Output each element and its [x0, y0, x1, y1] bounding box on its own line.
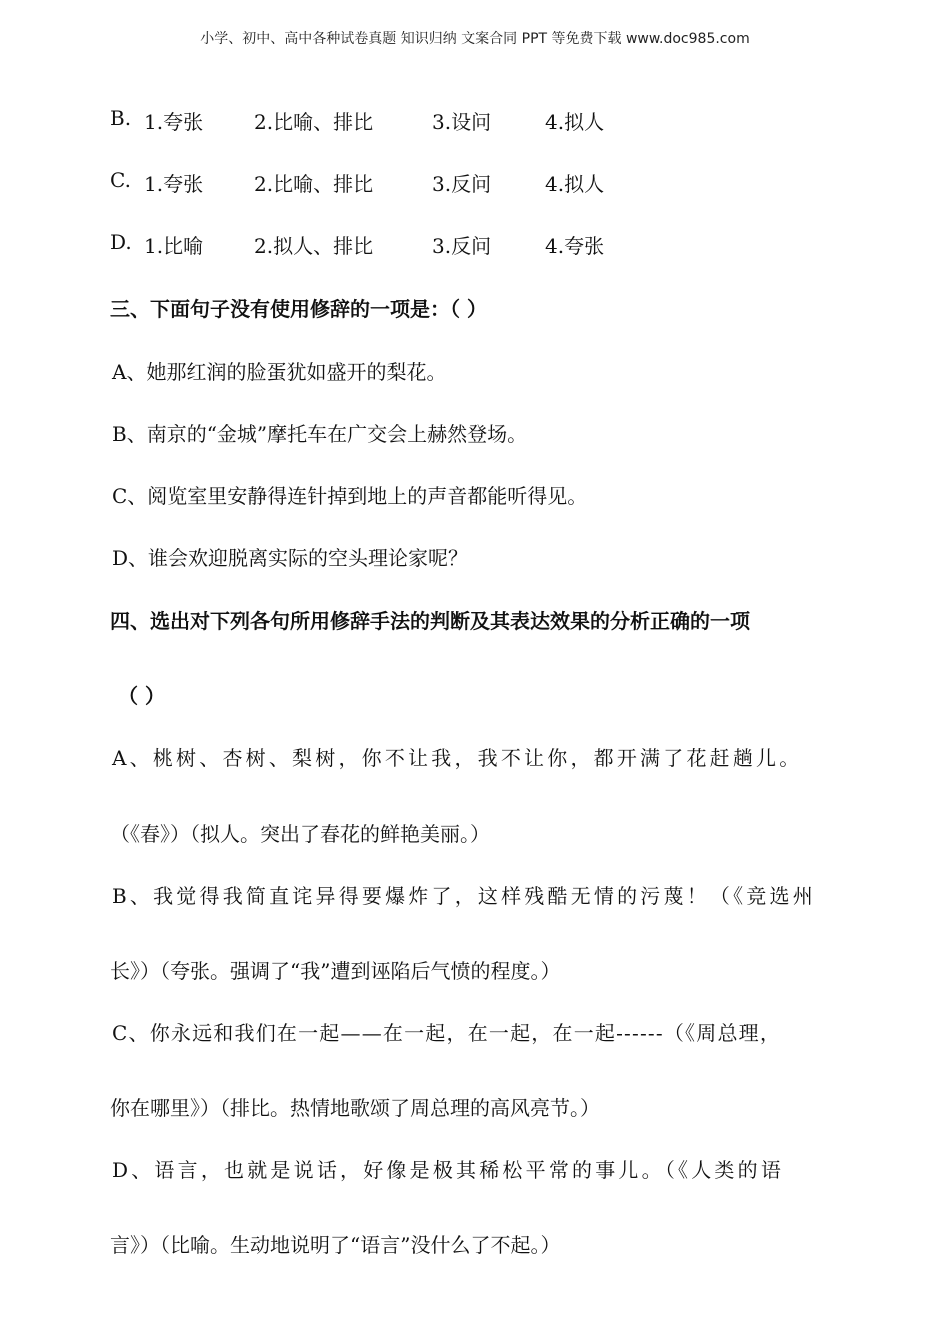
- question-4-option-b-note: 长》）（夸张。强调了“我”遭到诬陷后气愤的程度。）: [110, 959, 561, 983]
- option-letter: B.: [110, 106, 132, 130]
- option-item: 1.夸张: [144, 172, 204, 196]
- option-letter: D.: [110, 230, 132, 254]
- option-item: 2.比喻、排比: [254, 172, 374, 196]
- option-item: 2.拟人、排比: [254, 234, 374, 258]
- option-item: 2.比喻、排比: [254, 110, 374, 134]
- option-item: 4.拟人: [545, 172, 605, 196]
- question-3-option-b: B、南京的“金城”摩托车在广交会上赫然登场。: [112, 422, 528, 446]
- option-item: 4.夸张: [545, 234, 605, 258]
- page-header: 小学、初中、高中各种试卷真题 知识归纳 文案合同 PPT 等免费下载 www.doc985.com: [200, 31, 750, 47]
- question-4-title: 四、选出对下列各句所用修辞手法的判断及其表达效果的分析正确的一项: [110, 609, 750, 633]
- option-item: 1.夸张: [144, 110, 204, 134]
- question-3-title: 三、下面句子没有使用修辞的一项是：（ ）: [110, 297, 487, 321]
- option-item: 3.反问: [432, 234, 492, 258]
- question-4-option-d: D、语言，也就是说话，好像是极其稀松平常的事儿。（《人类的语: [112, 1158, 785, 1182]
- question-4-option-c-note: 你在哪里》）（排比。热情地歌颂了周总理的高风亮节。）: [110, 1096, 600, 1120]
- question-3-option-d: D、谁会欢迎脱离实际的空头理论家呢？: [112, 546, 469, 570]
- question-3-option-a: A、她那红润的脸蛋犹如盛开的梨花。: [112, 360, 447, 384]
- question-4-option-a-note: （《春》）（拟人。突出了春花的鲜艳美丽。）: [110, 822, 490, 846]
- question-4-option-a: A、桃树、杏树、梨树，你不让我，我不让你，都开满了花赶趟儿。: [112, 746, 803, 770]
- question-4-option-b: B、我觉得我简直诧异得要爆炸了，这样残酷无情的污蔑！（《竞选州: [112, 884, 816, 908]
- question-4-option-d-note: 言》）（比喻。生动地说明了“语言”没什么了不起。）: [110, 1233, 561, 1257]
- option-letter: C.: [110, 168, 131, 192]
- question-4-answer-paren: （ ）: [118, 684, 165, 708]
- question-4-option-c: C、你永远和我们在一起——在一起，在一起，在一起------（《周总理，: [112, 1021, 782, 1045]
- option-item: 1.比喻: [144, 234, 204, 258]
- option-item: 3.反问: [432, 172, 492, 196]
- option-item: 3.设问: [432, 110, 492, 134]
- question-3-option-c: C、阅览室里安静得连针掉到地上的声音都能听得见。: [112, 484, 588, 508]
- option-item: 4.拟人: [545, 110, 605, 134]
